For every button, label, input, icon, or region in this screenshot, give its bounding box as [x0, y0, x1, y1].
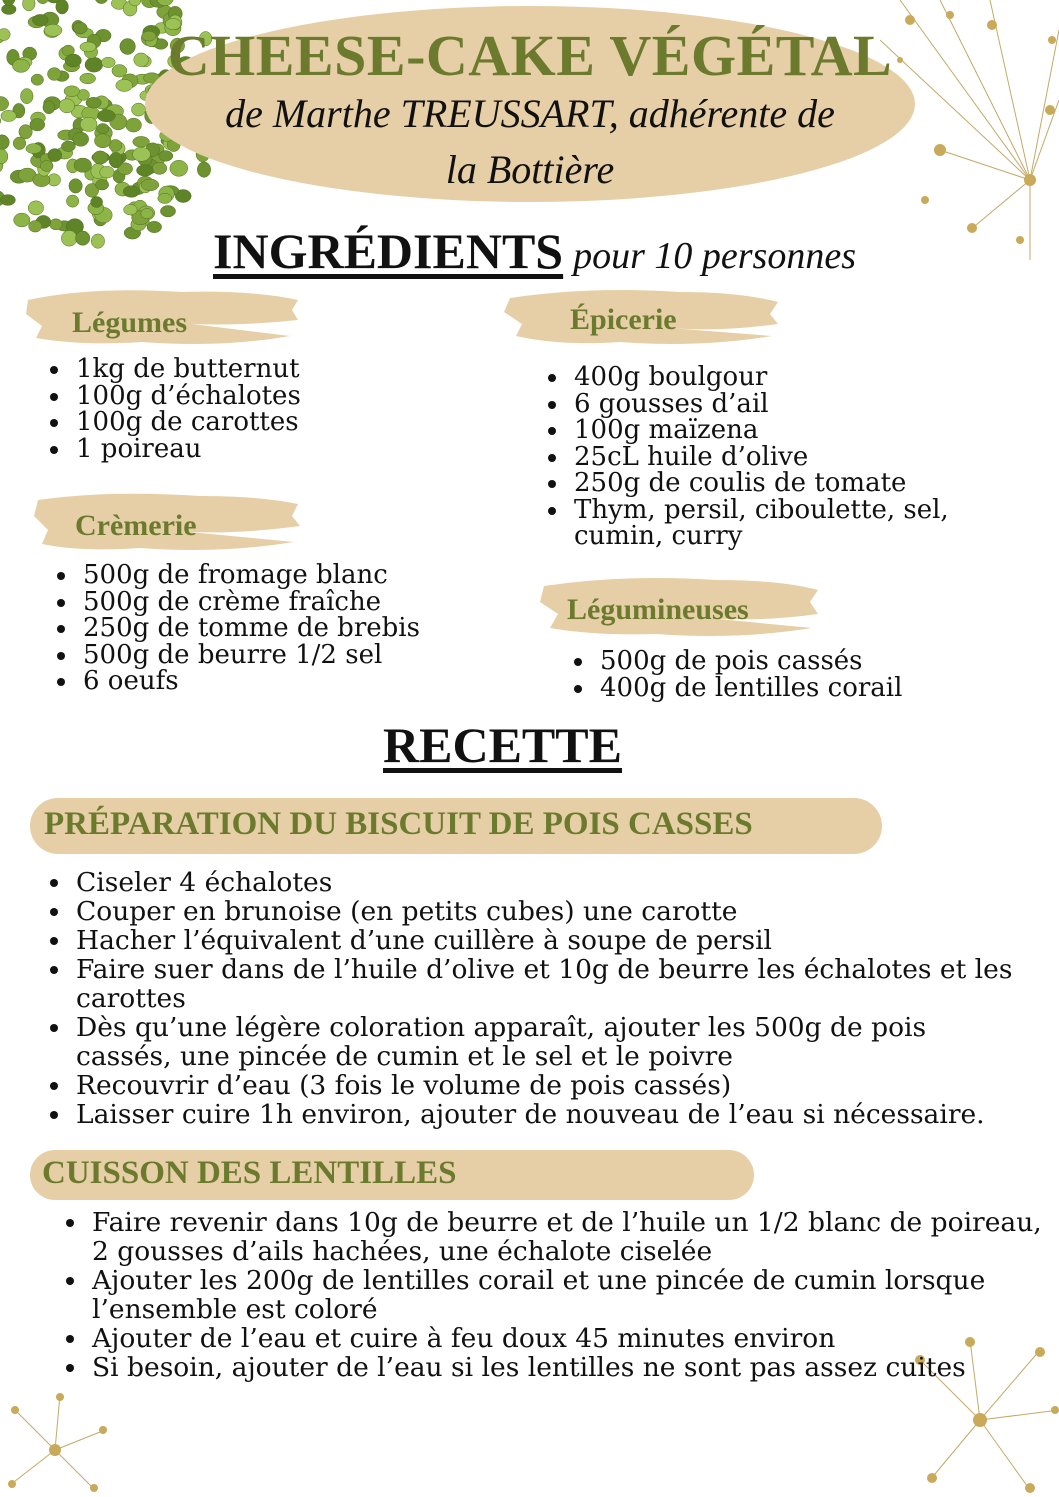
ingredients-heading [213, 222, 856, 280]
ingredient-item: 500g de pois cassés [572, 648, 992, 675]
recipe-author-line-1: de Marthe TREUSSART, adhérente de [225, 91, 835, 136]
recipe-author-line-2: la Bottière [445, 147, 615, 192]
recipe-author [190, 86, 870, 198]
ingredient-item: 6 gousses d’ail [546, 391, 986, 418]
recette-heading: RECETTE [383, 717, 622, 773]
ingredient-item: Thym, persil, ciboulette, sel, cumin, curry [546, 497, 986, 550]
cremerie-label: Crèmerie [75, 509, 197, 542]
recipe-step: Recouvrir d’eau (3 fois le volume de pois cassés) [48, 1071, 1028, 1100]
recipe-step: Laisser cuire 1h environ, ajouter de nouveau de l’eau si nécessaire. [48, 1100, 1028, 1129]
recipe-title: CHEESE-CAKE VÉGÉTAL [167, 23, 893, 88]
biscuit-steps-list [48, 868, 1028, 1129]
legumes-label: Légumes [72, 306, 187, 339]
epicerie-list [546, 364, 986, 550]
ingredient-item: 500g de beurre 1/2 sel [55, 642, 475, 669]
legumineuses-label: Légumineuses [567, 593, 749, 626]
ingredient-item: 400g boulgour [546, 364, 986, 391]
ingredient-item: 100g de carottes [48, 409, 448, 436]
recipe-step: Faire revenir dans 10g de beurre et de l’huile un 1/2 blanc de poireau, 2 gousses d’ails hachées, une échalote ciselée [64, 1208, 1044, 1266]
ingredient-item: 250g de tomme de brebis [55, 615, 475, 642]
recipe-step: Faire suer dans de l’huile d’olive et 10g de beurre les échalotes et les carottes [48, 955, 1028, 1013]
cremerie-list [55, 562, 475, 695]
ingredient-item: 1 poireau [48, 436, 448, 463]
recipe-step: Ajouter les 200g de lentilles corail et une pincée de cumin lorsque l’ensemble est coloré [64, 1266, 1044, 1324]
ingredient-item: 6 oeufs [55, 668, 475, 695]
flower-decoration-bottom-left [0, 1390, 110, 1497]
ingredients-title: INGRÉDIENTS [213, 223, 564, 279]
recipe-step: Couper en brunoise (en petits cubes) une carotte [48, 897, 1028, 926]
recipe-step: Ajouter de l’eau et cuire à feu doux 45 minutes environ [64, 1324, 1044, 1353]
ingredient-item: 400g de lentilles corail [572, 675, 992, 702]
recipe-step: Si besoin, ajouter de l’eau si les lentilles ne sont pas assez cuites [64, 1353, 1044, 1382]
recipe-step: Hacher l’équivalent d’une cuillère à soupe de persil [48, 926, 1028, 955]
ingredient-item: 1kg de butternut [48, 356, 448, 383]
ingredient-item: 250g de coulis de tomate [546, 470, 986, 497]
recipe-step: Ciseler 4 échalotes [48, 868, 1028, 897]
legumineuses-list [572, 648, 992, 701]
recipe-step: Dès qu’une légère coloration apparaît, ajouter les 500g de pois cassés, une pincée de cumin et le sel et le poivre [48, 1013, 1028, 1071]
epicerie-label: Épicerie [570, 303, 677, 336]
ingredient-item: 500g de crème fraîche [55, 589, 475, 616]
ingredient-item: 500g de fromage blanc [55, 562, 475, 589]
servings-text: pour 10 personnes [573, 235, 856, 277]
ingredient-item: 100g d’échalotes [48, 383, 448, 410]
legumes-list [48, 356, 448, 462]
ingredient-item: 100g maïzena [546, 417, 986, 444]
biscuit-section-title: PRÉPARATION DU BISCUIT DE POIS CASSES [44, 806, 753, 842]
lentilles-steps-list [64, 1208, 1044, 1382]
lentilles-section-title: CUISSON DES LENTILLES [42, 1155, 457, 1191]
ingredient-item: 25cL huile d’olive [546, 444, 986, 471]
